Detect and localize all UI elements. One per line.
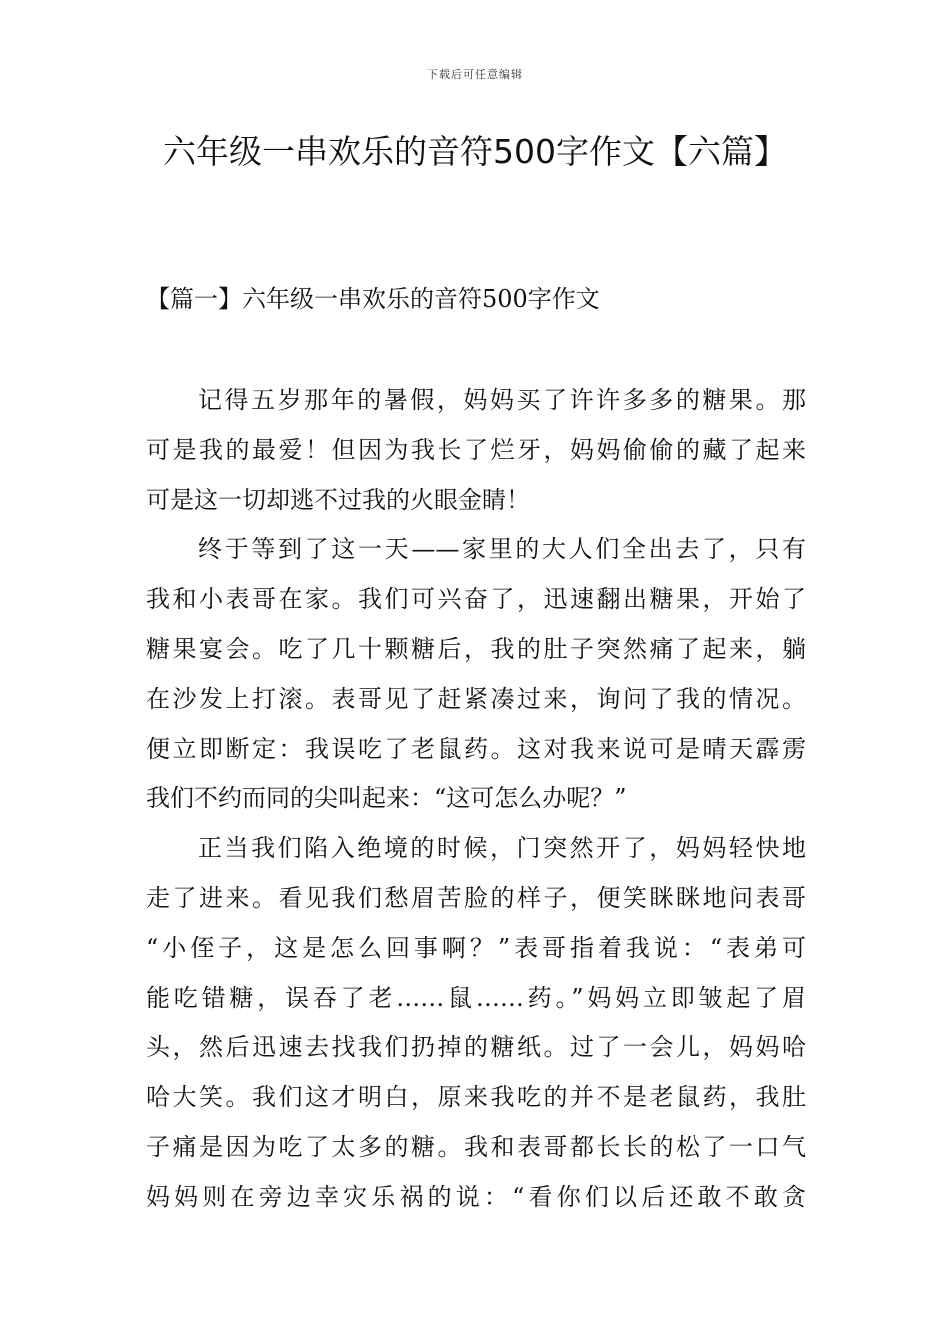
paragraph-line: 在沙发上打滚。表哥见了赶紧凑过来，询问了我的情况。 — [146, 684, 806, 713]
paragraph-line: 我们不约而同的尖叫起来：“这可怎么办呢？” — [146, 784, 627, 813]
paragraph-line: 我和小表哥在家。我们可兴奋了，迅速翻出糖果，开始了 — [146, 585, 806, 614]
paragraph-line: 可是我的最爱！但因为我长了烂牙，妈妈偷偷的藏了起来 — [146, 435, 806, 464]
header-note: 下载后可任意编辑 — [427, 68, 523, 81]
paragraph-line: 可是这一切却逃不过我的火眼金睛！ — [146, 485, 530, 514]
paragraph-line: 哈大笑。我们这才明白，原来我吃的并不是老鼠药，我肚 — [146, 1083, 806, 1112]
document-title: 六年级一串欢乐的音符500字作文【六篇】 — [163, 132, 787, 171]
paragraph-line: “小侄子，这是怎么回事啊？”表哥指着我说：“表弟可 — [146, 933, 806, 962]
paragraph-line: 走了进来。看见我们愁眉苦脸的样子，便笑眯眯地问表哥 — [146, 883, 806, 912]
paragraph-1 — [146, 376, 806, 525]
paragraph-line: 能吃错糖，误吞了老……鼠……药。”妈妈立即皱起了眉 — [146, 983, 806, 1012]
paragraph-line: 头，然后迅速去找我们扔掉的糖纸。过了一会儿，妈妈哈 — [146, 1033, 806, 1062]
paragraph-3 — [146, 824, 806, 1222]
document-body — [146, 376, 806, 1223]
paragraph-2 — [146, 525, 806, 824]
paragraph-line: 糖果宴会。吃了几十颗糖后，我的肚子突然痛了起来，躺 — [146, 634, 806, 663]
paragraph-line: 便立即断定：我误吃了老鼠药。这对我来说可是晴天霹雳 — [146, 734, 806, 763]
paragraph-line: 子痛是因为吃了太多的糖。我和表哥都长长的松了一口气 — [146, 1132, 806, 1161]
section-heading: 【篇一】六年级一串欢乐的音符500字作文 — [146, 285, 600, 313]
paragraph-line: 正当我们陷入绝境的时候，门突然开了，妈妈轻快地 — [198, 834, 806, 863]
paragraph-line: 终于等到了这一天——家里的大人们全出去了，只有 — [198, 535, 806, 564]
paragraph-line: 妈妈则在旁边幸灾乐祸的说：“看你们以后还敢不敢贪 — [146, 1182, 806, 1211]
paragraph-line: 记得五岁那年的暑假，妈妈买了许许多多的糖果。那 — [198, 386, 806, 414]
